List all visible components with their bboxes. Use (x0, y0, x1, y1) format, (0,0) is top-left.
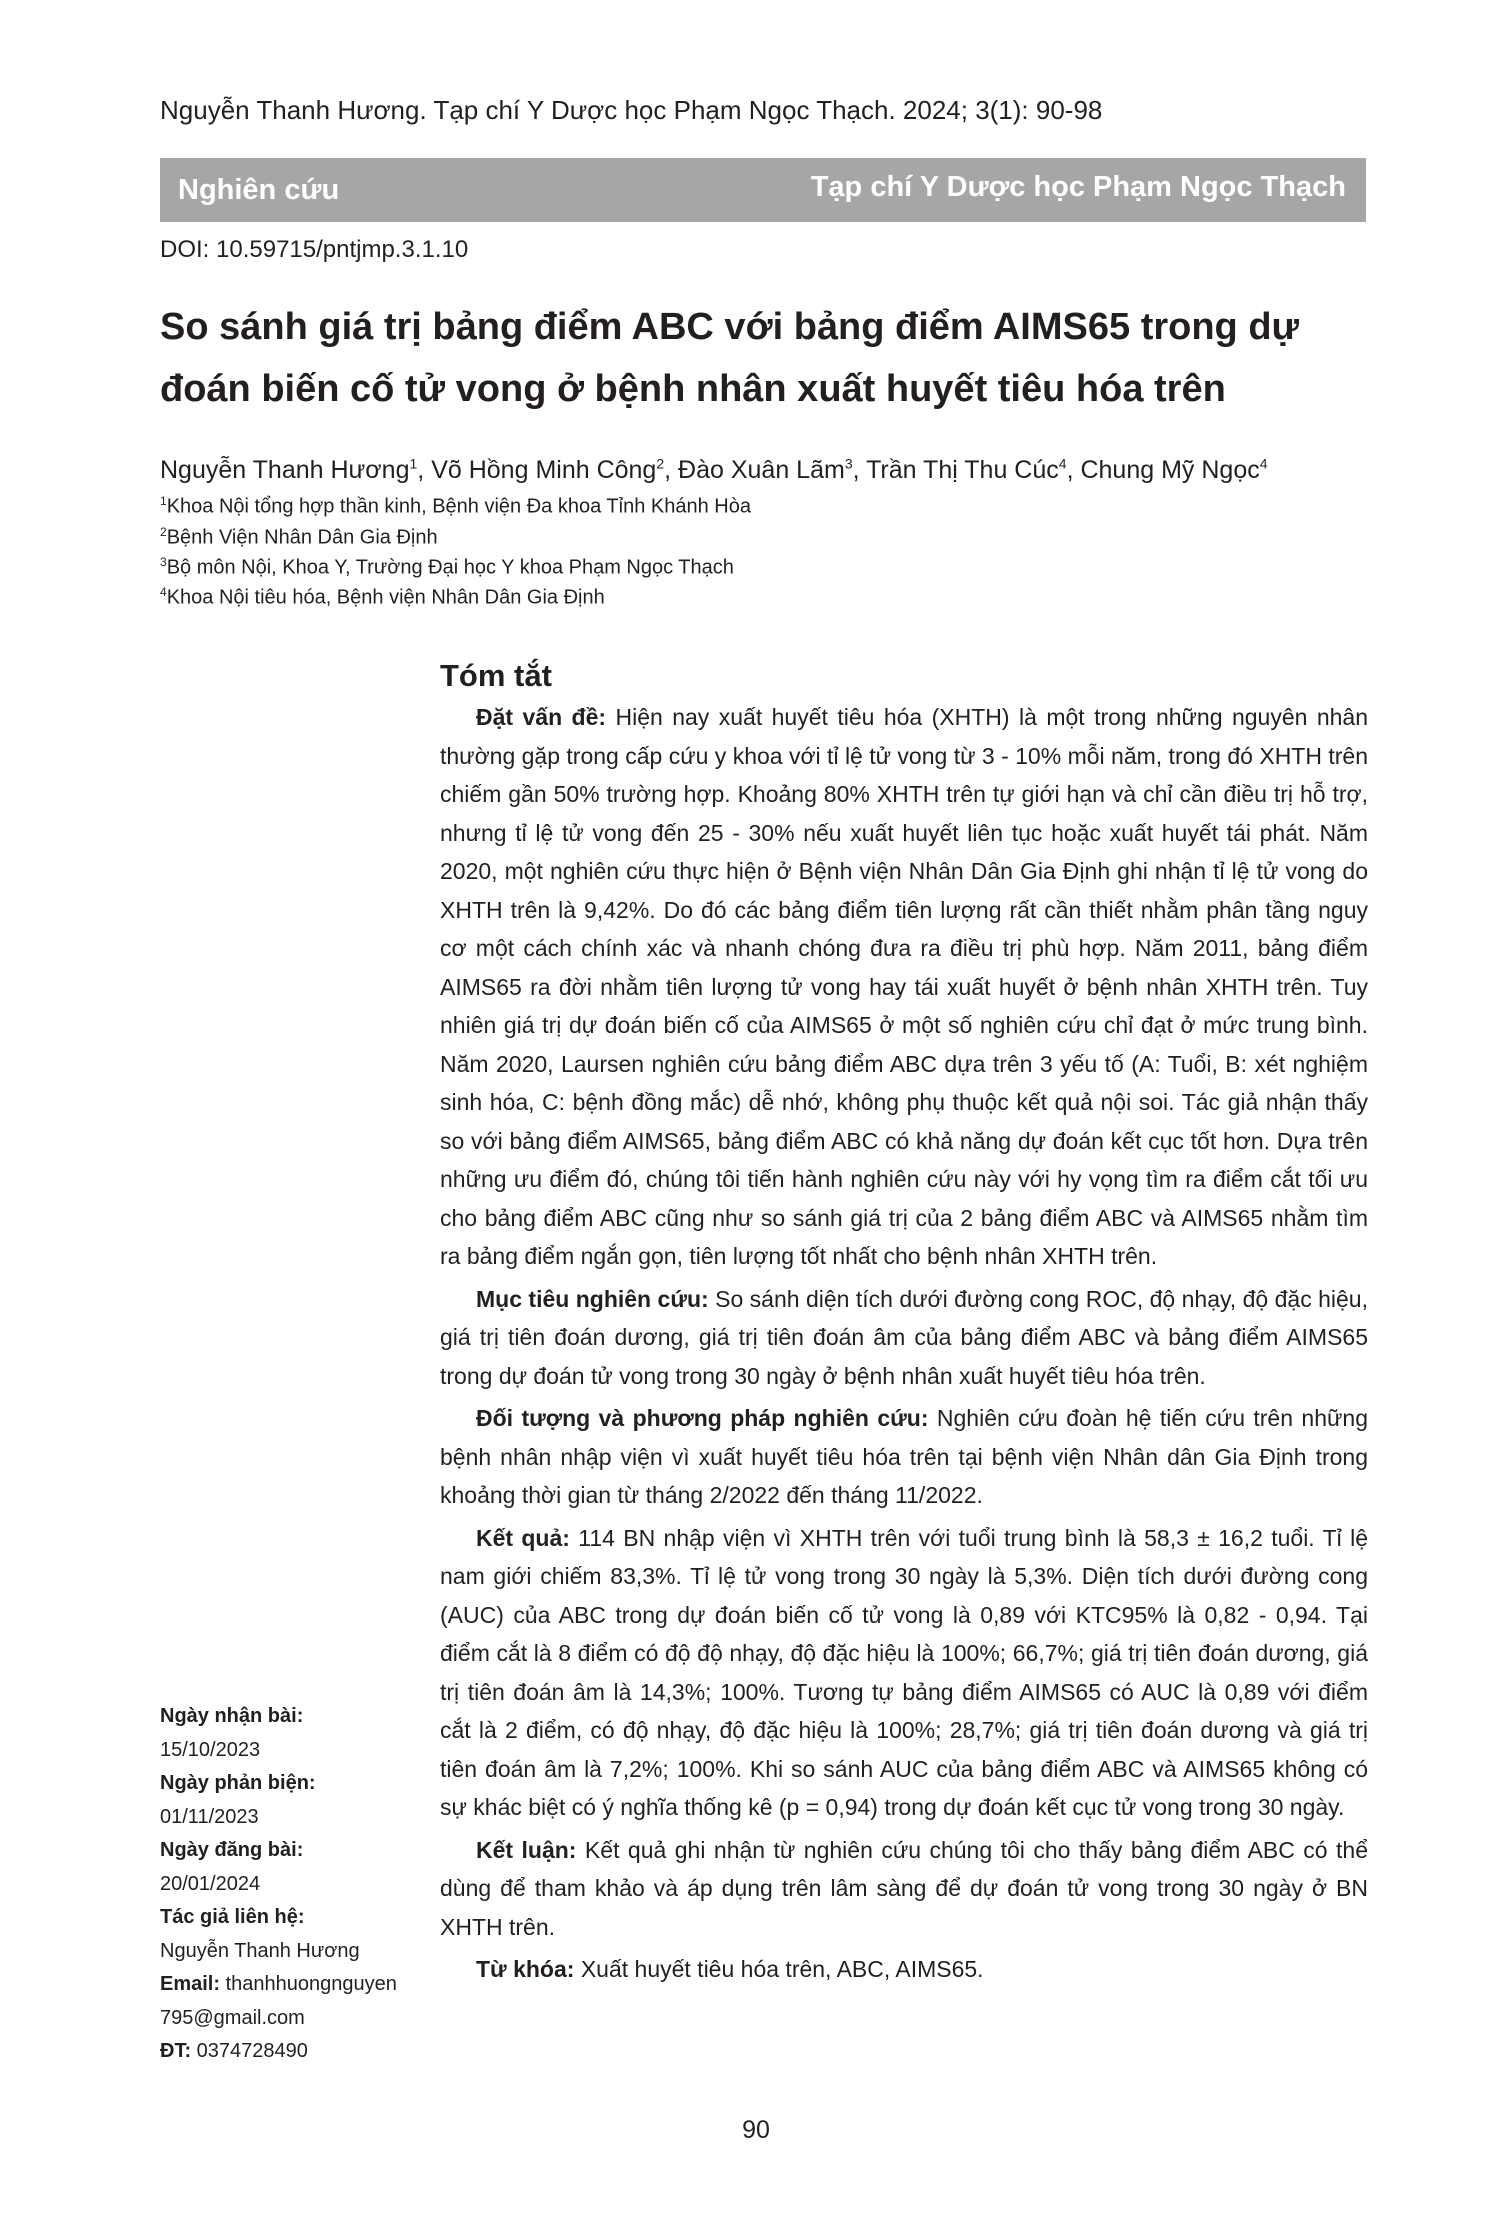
article-info-sidebar (160, 1700, 430, 2069)
author: Chung Mỹ Ngọc$^4$ (1080, 456, 1268, 485)
reviewed-label: Ngày phản biện: (160, 1772, 316, 1794)
doi[interactable]: DOI: 10.59715/pntjmp.3.1.10 (160, 236, 469, 263)
section-banner (160, 158, 1366, 222)
abstract (440, 656, 1368, 1993)
citation-line: Nguyễn Thanh Hương. Tạp chí Y Dược học Phạm Ngọc Thạch. 2024; 3(1): 90-98 (160, 95, 1103, 125)
affiliation: $^3$Bộ môn Nội, Khoa Y, Trường Đại học Y khoa Phạm Ngọc Thạch (160, 555, 734, 579)
abstract-keywords: Từ khóa: Xuất huyết tiêu hóa trên, ABC, AIMS65. (476, 1956, 984, 1982)
author: Nguyễn Thanh Hương$^1$, (160, 456, 432, 485)
email-line[interactable]: Email: thanhhuongnguyen (160, 1973, 397, 1995)
page-number: 90 (742, 2116, 770, 2144)
banner-category: Nghiên cứu (178, 174, 340, 206)
email-line-cont[interactable]: 795@gmail.com (160, 2006, 305, 2029)
affiliation: $^4$Khoa Nội tiêu hóa, Bệnh viện Nhân Dân Gia Định (160, 585, 605, 609)
article-title: So sánh giá trị bảng điểm ABC với bảng điểm AIMS65 trong dự đoán biến cố tử vong ở bệnh nhân xuất huyết tiêu hóa trên (160, 306, 1300, 410)
abstract-conclusion: Kết luận: Kết quả ghi nhận từ nghiên cứu chúng tôi cho thấy bảng điểm ABC có thể dùng để tham khảo và áp dụng trên lâm sàng để dự đoán tử vong trong 30 ngày ở BN XHTH trên. (440, 1836, 1368, 1940)
author-list (160, 456, 1372, 485)
abstract-methods: Đối tượng và phương pháp nghiên cứu: Nghiên cứu đoàn hệ tiến cứu trên những bệnh nhân nhập viện vì xuất huyết tiêu hóa trên tại bệnh viện Nhân dân Gia Định trong khoảng thời gian từ tháng 2/2022 đến tháng 11/2022. (440, 1405, 1368, 1508)
affiliation: $^2$Bệnh Viện Nhân Dân Gia Định (160, 525, 438, 549)
contact-name: Nguyễn Thanh Hương (160, 1939, 360, 1962)
abstract-heading: Tóm tắt (440, 658, 552, 693)
author: Võ Hồng Minh Công$^2$, (431, 456, 679, 485)
abstract-background: Đặt vấn đề: Hiện nay xuất huyết tiêu hóa (XHTH) là một trong những nguyên nhân thường gặp trong cấp cứu y khoa với tỉ lệ tử vong từ 3 - 10% mỗi năm, trong đó XHTH trên chiếm gần 50% trường hợp. Khoảng 80% XHTH trên tự giới hạn và chỉ cần điều trị hỗ trợ, nhưng tỉ lệ tử vong đến 25 - 30% nếu xuất huyết liên tục hoặc xuất huyết tái phát. Năm 2020, một nghiên cứu thực hiện ở Bệnh viện Nhân Dân Gia Định ghi nhận tỉ lệ tử vong do XHTH trên là 9,42%. Do đó các bảng điểm tiên lượng rất cần thiết nhằm phân tầng nguy cơ một cách chính xác và nhanh chóng đưa ra điều trị phù hợp. Năm 2011, bảng điểm AIMS65 ra đời nhằm tiên lượng tử vong hay tái xuất huyết ở bệnh nhân XHTH trên. Tuy nhiên giá trị dự đoán biến cố của AIMS65 ở một số nghiên cứu chỉ đạt ở mức trung bình. Năm 2020, Laursen nghiên cứu bảng điểm ABC dựa trên 3 yếu tố (A: Tuổi, B: xét nghiệm sinh hóa, C: bệnh đồng mắc) dễ nhớ, không phụ thuộc kết quả nội soi. Tác giả nhận thấy so với bảng điểm AIMS65, bảng điểm ABC có khả năng dự đoán kết cục tốt hơn. Dựa trên những ưu điểm đó, chúng tôi tiến hành nghiên cứu này với hy vọng tìm ra điểm cắt tối ưu cho bảng điểm ABC cũng như so sánh giá trị của 2 bảng điểm ABC và AIMS65 nhằm tìm ra bảng điểm ngắn gọn, tiên lượng tốt nhất cho bệnh nhân XHTH trên. (440, 704, 1368, 1269)
banner-journal: Tạp chí Y Dược học Phạm Ngọc Thạch (810, 171, 1346, 203)
published-date: 20/01/2024 (160, 1872, 261, 1895)
published-label: Ngày đăng bài: (160, 1839, 304, 1861)
received-date: 15/10/2023 (160, 1738, 261, 1761)
abstract-objective: Mục tiêu nghiên cứu: So sánh diện tích dưới đường cong ROC, độ nhạy, độ đặc hiệu, giá trị tiên đoán dương, giá trị tiên đoán âm của bảng điểm ABC và bảng điểm AIMS65 trong dự đoán tử vong trong 30 ngày ở bệnh nhân xuất huyết tiêu hóa trên. (440, 1285, 1368, 1389)
received-label: Ngày nhận bài: (160, 1705, 304, 1727)
phone-line: ĐT: 0374728490 (160, 2040, 308, 2062)
reviewed-date: 01/11/2023 (160, 1805, 259, 1828)
affiliation: $^1$Khoa Nội tổng hợp thần kinh, Bệnh viện Đa khoa Tỉnh Khánh Hòa (160, 494, 751, 518)
abstract-results: Kết quả: 114 BN nhập viện vì XHTH trên với tuổi trung bình là 58,3 ± 16,2 tuổi. Tỉ lệ nam giới chiếm 83,3%. Tỉ lệ tử vong trong 30 ngày là 5,3%. Diện tích dưới đường cong (AUC) của ABC trong dự đoán biến cố tử vong là 0,89 với KTC95% là 0,82 - 0,94. Tại điểm cắt là 8 điểm có độ độ nhạy, độ đặc hiệu là 100%; 66,7%; giá trị tiên đoán dương, giá trị tiên đoán âm là 14,3%; 100%. Tương tự bảng điểm AIMS65 có AUC là 0,89 với điểm cắt là 2 điểm, có độ nhạy, độ đặc hiệu là 100%; 28,7%; giá trị tiên đoán dương và giá trị tiên đoán âm là 7,2%; 100%. Khi so sánh AUC của bảng điểm ABC và AIMS65 không có sự khác biệt có ý nghĩa thống kê (p = 0,94) trong dự đoán kết cục tử vong trong 30 ngày. (440, 1524, 1368, 1820)
author: Đào Xuân Lãm$^3$, (678, 456, 867, 485)
contact-label: Tác giả liên hệ: (160, 1906, 305, 1928)
author: Trần Thị Thu Cúc$^4$, (866, 456, 1081, 485)
